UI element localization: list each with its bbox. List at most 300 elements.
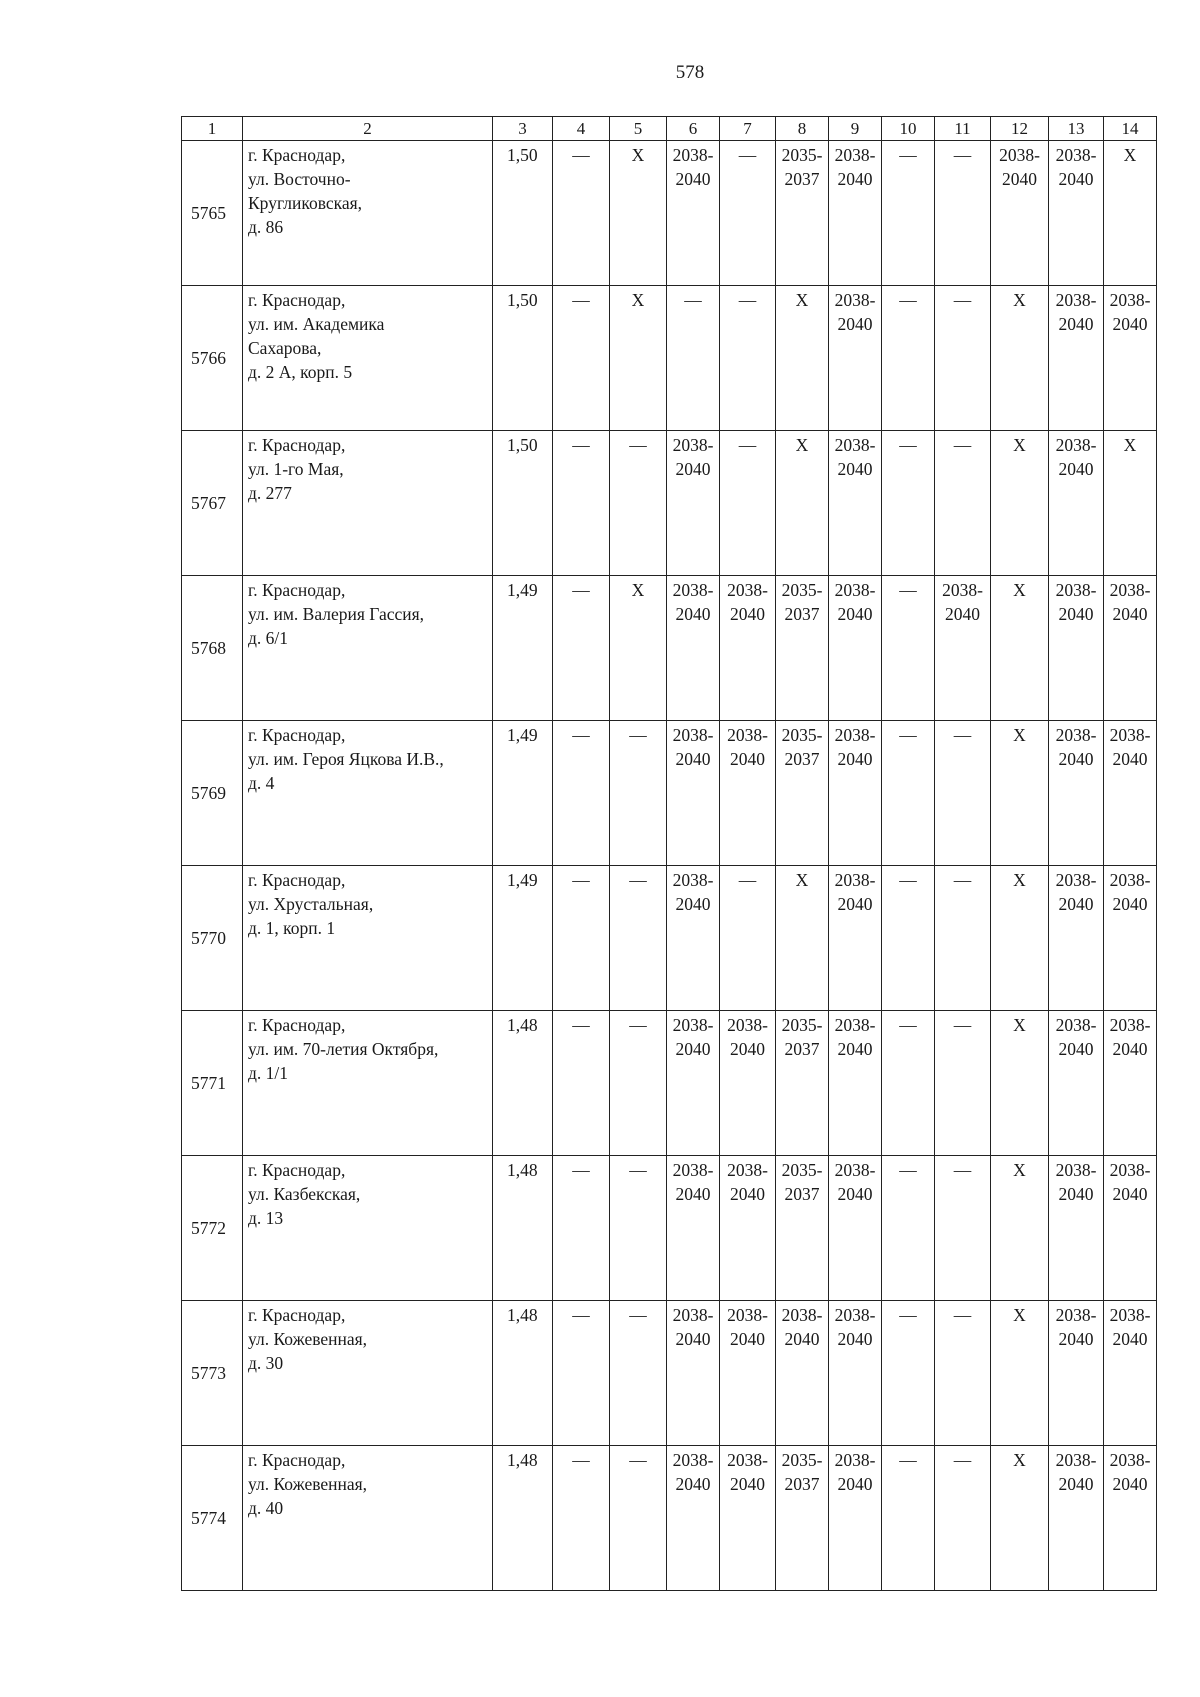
address-line: д. 6/1 (248, 628, 289, 648)
address-line: ул. им. Академика (248, 314, 385, 334)
year-range-end: 2040 (730, 1184, 765, 1204)
cell-value (1104, 1013, 1156, 1061)
value-cell (935, 1446, 991, 1591)
year-range-end: 2040 (730, 749, 765, 769)
year-range-start: 2038- (834, 290, 876, 310)
value-cell (1104, 431, 1157, 576)
cell-value (776, 1303, 828, 1351)
value-cell (882, 1156, 935, 1301)
cell-value (667, 578, 719, 626)
value-cell (553, 431, 610, 576)
value-cell (720, 1156, 776, 1301)
year-range-start: 2038- (1055, 580, 1097, 600)
year-range-start: 2038- (781, 1305, 823, 1325)
column-number-row (182, 117, 1157, 141)
value-cell (776, 721, 829, 866)
value-cell (720, 1301, 776, 1446)
address-cell (243, 1011, 493, 1156)
cell-value: — (629, 1305, 647, 1325)
address-line: Кругликовская, (248, 193, 363, 213)
value-cell (882, 721, 935, 866)
year-range-end: 2040 (1002, 169, 1037, 189)
value-cell (1049, 866, 1104, 1011)
year-range-end: 2040 (675, 749, 711, 769)
year-range-end: 2040 (730, 1329, 765, 1349)
cell-value (667, 1013, 719, 1061)
value-cell (553, 1011, 610, 1156)
value-cell (493, 1446, 553, 1591)
year-range-end: 2040 (837, 1184, 873, 1204)
column-header: 4 (553, 117, 610, 141)
address-line: ул. 1-го Мая, (248, 459, 344, 479)
value-cell (1104, 1011, 1157, 1156)
year-range-end: 2040 (675, 459, 711, 479)
address-line: г. Краснодар, (248, 1305, 346, 1325)
value-cell (667, 1301, 720, 1446)
cell-value (776, 1448, 828, 1496)
value-cell (829, 141, 882, 286)
cell-value (667, 868, 719, 916)
year-range-end: 2040 (1058, 1474, 1094, 1494)
row-number-cell (182, 1156, 243, 1301)
column-header: 6 (667, 117, 720, 141)
cell-value: — (899, 435, 917, 455)
row-number-cell (182, 866, 243, 1011)
cell-value (829, 1303, 881, 1351)
value-cell (882, 1301, 935, 1446)
year-range-end: 2040 (1058, 459, 1094, 479)
value-cell (720, 721, 776, 866)
address-line: ул. им. Валерия Гассия, (248, 604, 425, 624)
cell-value (667, 1158, 719, 1206)
cell-value: Х (1013, 725, 1026, 745)
cell-value (776, 723, 828, 771)
cell-value: Х (1013, 1450, 1026, 1470)
address-line: г. Краснодар, (248, 290, 346, 310)
cell-value: — (629, 870, 647, 890)
value-cell (1104, 141, 1157, 286)
value-cell (553, 1301, 610, 1446)
cell-value: Х (631, 145, 645, 165)
cell-value (776, 1013, 828, 1061)
cell-value: — (953, 725, 972, 745)
cell-value (1104, 578, 1156, 626)
address-line: ул. им. Героя Яцкова И.В., (248, 749, 444, 769)
value-cell (882, 866, 935, 1011)
cell-value: — (953, 290, 972, 310)
cell-value (1049, 1158, 1103, 1206)
year-range-end: 2040 (837, 604, 873, 624)
year-range-end: 2040 (675, 1474, 711, 1494)
value-cell (829, 576, 882, 721)
cell-value (720, 1013, 775, 1061)
year-range-end: 2040 (1058, 1184, 1094, 1204)
cell-value (1049, 578, 1103, 626)
value-cell (776, 1446, 829, 1591)
year-range-end: 2040 (1112, 1184, 1148, 1204)
column-header: 1 (182, 117, 243, 141)
cell-value: — (572, 145, 590, 165)
cell-value: Х (1013, 290, 1026, 310)
column-header: 12 (991, 117, 1049, 141)
cell-value (720, 723, 775, 771)
row-number: 5773 (191, 1363, 226, 1383)
value-cell (935, 1301, 991, 1446)
year-range-start: 2038- (1055, 725, 1097, 745)
value-cell (829, 1446, 882, 1591)
value-cell (720, 1011, 776, 1156)
value-cell (935, 721, 991, 866)
table-row (182, 1156, 1157, 1301)
cell-value: — (899, 580, 917, 600)
column-header: 14 (1104, 117, 1157, 141)
cell-value: — (738, 290, 757, 310)
year-range-end: 2037 (784, 1474, 820, 1494)
address-line: д. 4 (248, 773, 275, 793)
cell-value: 1,50 (507, 435, 538, 455)
row-number: 5766 (191, 348, 226, 368)
column-header: 5 (610, 117, 667, 141)
cell-value (1104, 288, 1156, 336)
value-cell (610, 1446, 667, 1591)
cell-value (829, 578, 881, 626)
cell-value: — (738, 870, 757, 890)
year-range-start: 2038- (1055, 1450, 1097, 1470)
year-range-start: 2038- (672, 870, 714, 890)
row-number: 5769 (191, 783, 226, 803)
cell-value (1049, 1013, 1103, 1061)
address-line: г. Краснодар, (248, 1015, 346, 1035)
address-cell (243, 431, 493, 576)
cell-value (720, 578, 775, 626)
value-cell (1049, 721, 1104, 866)
value-cell (553, 721, 610, 866)
value-cell (553, 866, 610, 1011)
address-cell (243, 866, 493, 1011)
value-cell (1104, 576, 1157, 721)
cell-value: 1,48 (507, 1015, 538, 1035)
row-number: 5765 (191, 203, 226, 223)
year-range-start: 2038- (727, 1305, 768, 1325)
year-range-end: 2040 (675, 1184, 711, 1204)
cell-value: — (572, 870, 590, 890)
year-range-start: 2035- (781, 1450, 823, 1470)
address-cell (243, 576, 493, 721)
cell-value: Х (795, 870, 809, 890)
address-line: г. Краснодар, (248, 145, 346, 165)
value-cell (493, 866, 553, 1011)
year-range-start: 2038- (1109, 580, 1151, 600)
cell-value: Х (631, 290, 645, 310)
year-range-start: 2038- (672, 580, 714, 600)
value-cell (935, 576, 991, 721)
value-cell (776, 1301, 829, 1446)
value-cell (610, 431, 667, 576)
year-range-end: 2040 (1058, 1329, 1094, 1349)
cell-value: Х (1013, 870, 1026, 890)
cell-value (1049, 868, 1103, 916)
cell-value: 1,50 (507, 290, 538, 310)
cell-value: Х (1123, 435, 1137, 455)
value-cell (1104, 1446, 1157, 1591)
cell-value: Х (1123, 145, 1137, 165)
year-range-end: 2040 (675, 1039, 711, 1059)
address-line: д. 30 (248, 1353, 284, 1373)
address-cell (243, 141, 493, 286)
value-cell (610, 1156, 667, 1301)
year-range-end: 2040 (1112, 314, 1148, 334)
cell-value (776, 143, 828, 191)
year-range-start: 2038- (942, 580, 983, 600)
cell-value (720, 1303, 775, 1351)
cell-value (829, 723, 881, 771)
address-line: г. Краснодар, (248, 725, 346, 745)
value-cell (776, 1156, 829, 1301)
cell-value (667, 723, 719, 771)
year-range-start: 2038- (727, 1015, 768, 1035)
year-range-start: 2038- (1109, 1160, 1151, 1180)
value-cell (991, 1011, 1049, 1156)
year-range-start: 2038- (834, 435, 876, 455)
value-cell (829, 866, 882, 1011)
year-range-start: 2038- (834, 1015, 876, 1035)
value-cell (720, 576, 776, 721)
address-line: ул. Казбекская, (248, 1184, 361, 1204)
value-cell (1049, 286, 1104, 431)
table-row (182, 141, 1157, 286)
value-cell (991, 866, 1049, 1011)
value-cell (493, 1011, 553, 1156)
cell-value (1049, 433, 1103, 481)
row-number-cell (182, 431, 243, 576)
row-number-cell (182, 141, 243, 286)
year-range-start: 2038- (834, 1160, 876, 1180)
cell-value: — (572, 290, 590, 310)
cell-value (720, 1158, 775, 1206)
address-line: ул. Восточно- (248, 169, 351, 189)
value-cell (829, 1301, 882, 1446)
cell-value: 1,49 (507, 725, 538, 745)
cell-value (1049, 288, 1103, 336)
row-number: 5772 (191, 1218, 226, 1238)
value-cell (935, 431, 991, 576)
value-cell (667, 866, 720, 1011)
cell-value (829, 1013, 881, 1061)
row-number: 5767 (191, 493, 226, 513)
value-cell (610, 1011, 667, 1156)
cell-value: — (899, 1015, 917, 1035)
value-cell (776, 141, 829, 286)
year-range-start: 2035- (781, 145, 823, 165)
address-line: г. Краснодар, (248, 870, 346, 890)
year-range-start: 2038- (1109, 1015, 1151, 1035)
year-range-end: 2040 (837, 894, 873, 914)
cell-value: 1,50 (507, 145, 538, 165)
cell-value: 1,48 (507, 1450, 538, 1470)
year-range-end: 2037 (784, 749, 820, 769)
row-number-cell (182, 1301, 243, 1446)
year-range-end: 2037 (784, 604, 820, 624)
table-row (182, 576, 1157, 721)
cell-value: Х (1013, 435, 1026, 455)
cell-value: 1,48 (507, 1160, 538, 1180)
year-range-start: 2038- (834, 870, 876, 890)
value-cell (829, 721, 882, 866)
cell-value: Х (631, 580, 645, 600)
value-cell (935, 866, 991, 1011)
page-number: 578 (675, 62, 705, 83)
table-row (182, 1011, 1157, 1156)
year-range-start: 2038- (999, 145, 1040, 165)
value-cell (667, 431, 720, 576)
value-cell (610, 286, 667, 431)
value-cell (493, 286, 553, 431)
cell-value: Х (1013, 1305, 1026, 1325)
address-line: д. 40 (248, 1498, 284, 1518)
year-range-end: 2040 (1112, 894, 1148, 914)
address-line: д. 1, корп. 1 (248, 918, 336, 938)
cell-value (667, 143, 719, 191)
column-header: 9 (829, 117, 882, 141)
cell-value: — (953, 1160, 972, 1180)
value-cell (1104, 1156, 1157, 1301)
year-range-end: 2040 (837, 459, 873, 479)
value-cell (776, 866, 829, 1011)
value-cell (1104, 286, 1157, 431)
row-number: 5774 (191, 1508, 226, 1528)
column-header: 11 (935, 117, 991, 141)
cell-value: — (953, 435, 972, 455)
address-cell (243, 721, 493, 866)
row-number: 5771 (191, 1073, 226, 1093)
year-range-end: 2040 (1112, 604, 1148, 624)
value-cell (991, 721, 1049, 866)
year-range-end: 2040 (730, 1474, 765, 1494)
value-cell (882, 141, 935, 286)
year-range-end: 2040 (1058, 749, 1094, 769)
row-number: 5768 (191, 638, 226, 658)
address-line: г. Краснодар, (248, 1160, 346, 1180)
year-range-end: 2040 (1058, 314, 1094, 334)
value-cell (776, 576, 829, 721)
value-cell (829, 431, 882, 576)
cell-value (829, 1448, 881, 1496)
cell-value: — (899, 725, 917, 745)
year-range-end: 2040 (784, 1329, 820, 1349)
cell-value: — (572, 1160, 590, 1180)
value-cell (553, 1446, 610, 1591)
value-cell (991, 431, 1049, 576)
year-range-end: 2040 (837, 1039, 873, 1059)
value-cell (776, 286, 829, 431)
cell-value: Х (795, 290, 809, 310)
cell-value (776, 1158, 828, 1206)
year-range-start: 2038- (1055, 435, 1097, 455)
cell-value (1104, 1158, 1156, 1206)
cell-value: — (899, 145, 917, 165)
value-cell (667, 141, 720, 286)
address-line: ул. Кожевенная, (248, 1329, 368, 1349)
value-cell (667, 1011, 720, 1156)
year-range-start: 2035- (781, 725, 823, 745)
value-cell (935, 141, 991, 286)
cell-value: — (629, 1160, 647, 1180)
row-number-cell (182, 286, 243, 431)
cell-value (1104, 1303, 1156, 1351)
year-range-start: 2038- (672, 725, 714, 745)
address-line: д. 86 (248, 217, 284, 237)
cell-value: — (738, 145, 757, 165)
cell-value: — (572, 435, 590, 455)
cell-value (667, 1448, 719, 1496)
address-line: ул. им. 70-летия Октября, (248, 1039, 439, 1059)
cell-value (1049, 1303, 1103, 1351)
year-range-start: 2038- (1055, 145, 1097, 165)
value-cell (493, 576, 553, 721)
year-range-start: 2035- (781, 1160, 823, 1180)
cell-value (829, 143, 881, 191)
value-cell (1104, 1301, 1157, 1446)
value-cell (667, 721, 720, 866)
value-cell (882, 286, 935, 431)
year-range-end: 2040 (1112, 1329, 1148, 1349)
cell-value: Х (1013, 580, 1026, 600)
cell-value: 1,49 (507, 580, 538, 600)
cell-value: 1,49 (507, 870, 538, 890)
year-range-start: 2038- (1055, 1015, 1097, 1035)
year-range-start: 2038- (1055, 1305, 1097, 1325)
year-range-end: 2037 (784, 1039, 820, 1059)
value-cell (553, 286, 610, 431)
year-range-start: 2038- (834, 580, 876, 600)
value-cell (991, 286, 1049, 431)
row-number-cell (182, 576, 243, 721)
address-cell (243, 1156, 493, 1301)
cell-value (776, 578, 828, 626)
cell-value: — (899, 1450, 917, 1470)
row-number-cell (182, 721, 243, 866)
value-cell (493, 141, 553, 286)
value-cell (991, 1446, 1049, 1591)
year-range-start: 2038- (672, 145, 714, 165)
table-row (182, 286, 1157, 431)
cell-value: — (629, 1015, 647, 1035)
year-range-start: 2038- (1109, 1450, 1151, 1470)
value-cell (1104, 866, 1157, 1011)
address-line: д. 277 (248, 483, 292, 503)
value-cell (610, 1301, 667, 1446)
value-cell (493, 1156, 553, 1301)
value-cell (1049, 1301, 1104, 1446)
value-cell (610, 866, 667, 1011)
value-cell (882, 431, 935, 576)
year-range-start: 2038- (727, 580, 768, 600)
column-header: 13 (1049, 117, 1104, 141)
year-range-start: 2038- (672, 1450, 714, 1470)
value-cell (667, 1156, 720, 1301)
year-range-end: 2040 (730, 604, 765, 624)
cell-value (1104, 868, 1156, 916)
year-range-end: 2040 (837, 1474, 873, 1494)
year-range-start: 2038- (1109, 1305, 1151, 1325)
value-cell (493, 721, 553, 866)
cell-value: Х (1013, 1160, 1026, 1180)
cell-value: — (899, 870, 917, 890)
year-range-start: 2038- (834, 1305, 876, 1325)
year-range-start: 2038- (1055, 870, 1097, 890)
value-cell (1049, 141, 1104, 286)
value-cell (720, 286, 776, 431)
